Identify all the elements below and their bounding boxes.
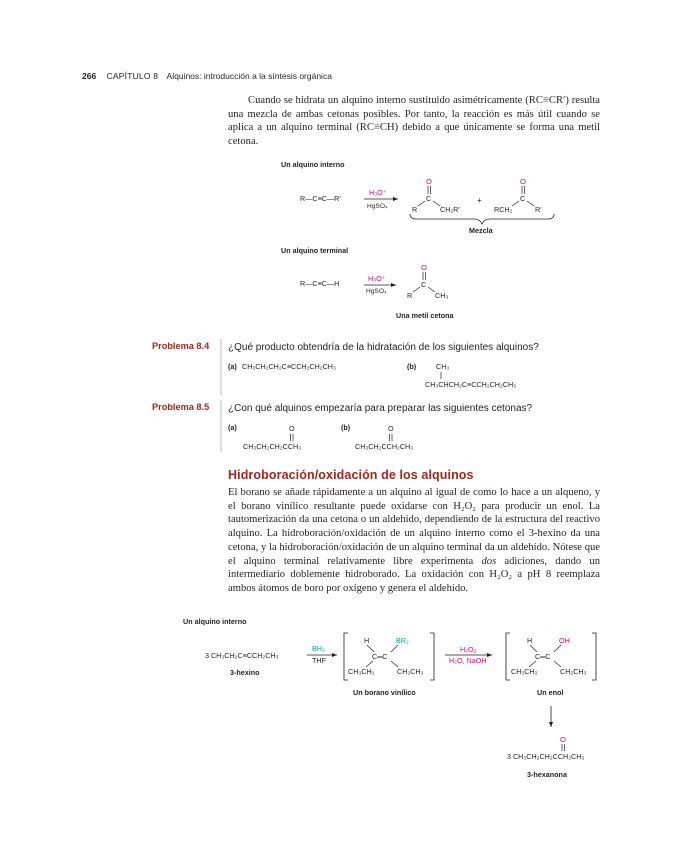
ketone1-oxygen: O: [426, 177, 432, 186]
problem-8-4-a-label: (a): [228, 362, 237, 371]
section-paragraph-italic: dos: [481, 555, 497, 567]
intro-text: Cuando se hidrata un alquino interno sustituido asimétricamente (RC≡CR′) resulta una mezcla de ambas cetonas posibles. Por tanto, la reacción es más útil cuando se aplica a un alquino terminal (RC≡CH) debido a que únicamente se forma una metil cetona.: [228, 95, 600, 147]
scheme2-reagent2-bottom: H₂O, NaOH: [449, 656, 487, 665]
chapter-title: Alquinos: introducción a la síntesis orgánica: [166, 71, 332, 81]
enol-bond-oh: [554, 645, 561, 652]
scheme2-arrow1-head: [332, 653, 337, 657]
enol-h: H: [527, 636, 533, 645]
methyl-ketone-right: CH₃: [435, 291, 449, 300]
terminal-reagent-top: H₃O⁺: [368, 274, 386, 283]
enol-right: CH₂CH₃: [560, 667, 587, 676]
enol-label: Un enol: [537, 688, 564, 697]
methyl-ketone-bond-left: [413, 287, 420, 292]
scheme2-reactant: 3 CH₃CH₂C≡CCH₂CH₃: [205, 651, 279, 660]
problem-8-4-b-label: (b): [407, 362, 417, 371]
problem-8-5-a-oxygen: O: [289, 424, 295, 433]
product-formula: 3 CH₃CH₂CH₂CCH₂CH₃: [507, 752, 585, 761]
methyl-ketone-carbon: C: [421, 280, 427, 289]
scheme2-reagent2-top: H₂O₂: [460, 645, 477, 654]
ketone1-left-group: R: [412, 205, 418, 214]
ketone2-bond-left: [512, 201, 519, 206]
borane-label: Un borano vinílico: [353, 688, 416, 697]
problem-8-5-b-formula: CH₃CH₂CCH₂CH₃: [355, 442, 414, 451]
ketone2-bond-right: [527, 201, 534, 206]
terminal-alkyne-label: Un alquino terminal: [281, 246, 349, 255]
product-oxygen: O: [560, 735, 566, 744]
problem-8-5-label: Problema 8.5: [152, 402, 210, 412]
borane-left: CH₃CH₂: [348, 667, 375, 676]
scheme2-reagent1-top: BH₃: [312, 644, 325, 653]
ketone1-bond-left: [418, 201, 425, 206]
borane-bracket-right: [430, 633, 434, 680]
tautomerization-arrow-head: [549, 722, 553, 727]
enol-oh: OH: [559, 636, 570, 645]
ketone1-carbon: C: [426, 194, 432, 203]
borane-right: CH₂CH₃: [397, 667, 424, 676]
ketone2-carbon: C: [520, 194, 526, 203]
ketone1-bond-right: [433, 201, 440, 206]
internal-alkyne-reactant: R—C≡C—R′: [300, 194, 341, 203]
terminal-reagent-bottom: HgSO₄: [366, 288, 387, 295]
plus-sign: +: [477, 196, 482, 205]
problem-8-4-a-formula: CH₃CH₂CH₂C≡CCH₂CH₂CH₃: [242, 362, 336, 371]
enol-bracket-right: [592, 633, 596, 680]
scheme2-internal-label: Un alquino interno: [183, 617, 247, 626]
enol-cc: C═C: [535, 652, 551, 661]
problem-8-5-b-oxygen: O: [388, 424, 394, 433]
problem-8-5-b-label: (b): [341, 423, 351, 432]
enol-left: CH₃CH₂: [511, 667, 538, 676]
enol-bond-h: [530, 645, 537, 652]
scheme2-reactant-name: 3-hexino: [230, 668, 260, 677]
problem-8-4-b-branch: CH₃: [436, 362, 450, 371]
hydration-reagent-top: H₃O⁺: [369, 188, 387, 197]
problem-8-5-question: ¿Con qué alquinos empezaría para preparar las siguientes cetonas?: [228, 403, 533, 414]
hydration-reagent-bottom: HgSO₄: [367, 203, 388, 210]
terminal-alkyne-reactant: R—C≡C—H: [300, 279, 340, 288]
ketone2-right-group: R′: [535, 205, 542, 214]
terminal-arrow-head: [391, 283, 396, 287]
borane-cc: C═C: [372, 652, 388, 661]
methyl-ketone-bond-right: [428, 287, 435, 292]
arrow-head: [393, 197, 398, 201]
methyl-ketone-label: Una metil cetona: [396, 311, 454, 320]
borane-h: H: [364, 636, 370, 645]
ketone1-right-group: CH₂R′: [440, 205, 460, 214]
scheme2-reagent1-bottom: THF: [312, 656, 326, 665]
section-paragraph-text-end: adiciones, dando un intermediario doblemente hidroborado. La oxidación con H₂O₂ a pH 8 reemplaza ambos átomos de boro por oxígeno y genera el aldehído.: [228, 555, 600, 594]
scheme2-arrow2-head: [487, 653, 492, 657]
ketone2-left-group: RCH₂: [494, 205, 513, 214]
mixture-brace: [410, 214, 554, 224]
borane-bond-h: [367, 645, 374, 652]
hydroboration-scheme: [0, 600, 693, 800]
problem-8-4-label: Problema 8.4: [152, 341, 210, 351]
section-heading: Hidroboración/oxidación de los alquinos: [228, 468, 474, 482]
borane-br2: BR₂: [396, 636, 409, 645]
enol-bracket-left: [506, 633, 510, 680]
problem-8-4-b-formula: CH₃CHCH₂C≡CCH₂CH₂CH₃: [425, 380, 517, 389]
problem-8-5-a-formula: CH₃CH₂CH₂CCH₃: [243, 442, 302, 451]
problem-8-5-a-label: (a): [228, 423, 237, 432]
mixture-label: Mezcla: [469, 226, 493, 235]
ketone2-oxygen: O: [520, 177, 526, 186]
page-number: 266: [82, 71, 97, 81]
product-name: 3-hexanona: [527, 770, 567, 779]
internal-alkyne-label: Un alquino interno: [281, 160, 345, 169]
problem-8-4-question: ¿Qué producto obtendría de la hidratación de los siguientes alquinos?: [228, 342, 539, 353]
chapter-label: CAPÍTULO 8: [106, 71, 159, 81]
methyl-ketone-left: R: [407, 291, 413, 300]
section-paragraph-text: El borano se añade rápidamente a un alquino al igual de como lo hace a un alqueno, y el borano vinílico resultante puede oxidarse con H₂O₂ para producir un enol. La tautomerización da una cetona o un aldehído, dependiendo de la estructura del reactivo alquino. La hidroboración/oxidación de un alquino interno como el 3-hexino da una cetona, y la hidroboración/oxidación de un alquino terminal da un aldehído. Nótese que el alquino terminal relativamente libre experimenta: [228, 487, 600, 567]
borane-bond-b: [391, 645, 398, 652]
section-paragraph: [228, 486, 600, 596]
methyl-ketone-oxygen: O: [421, 263, 427, 272]
